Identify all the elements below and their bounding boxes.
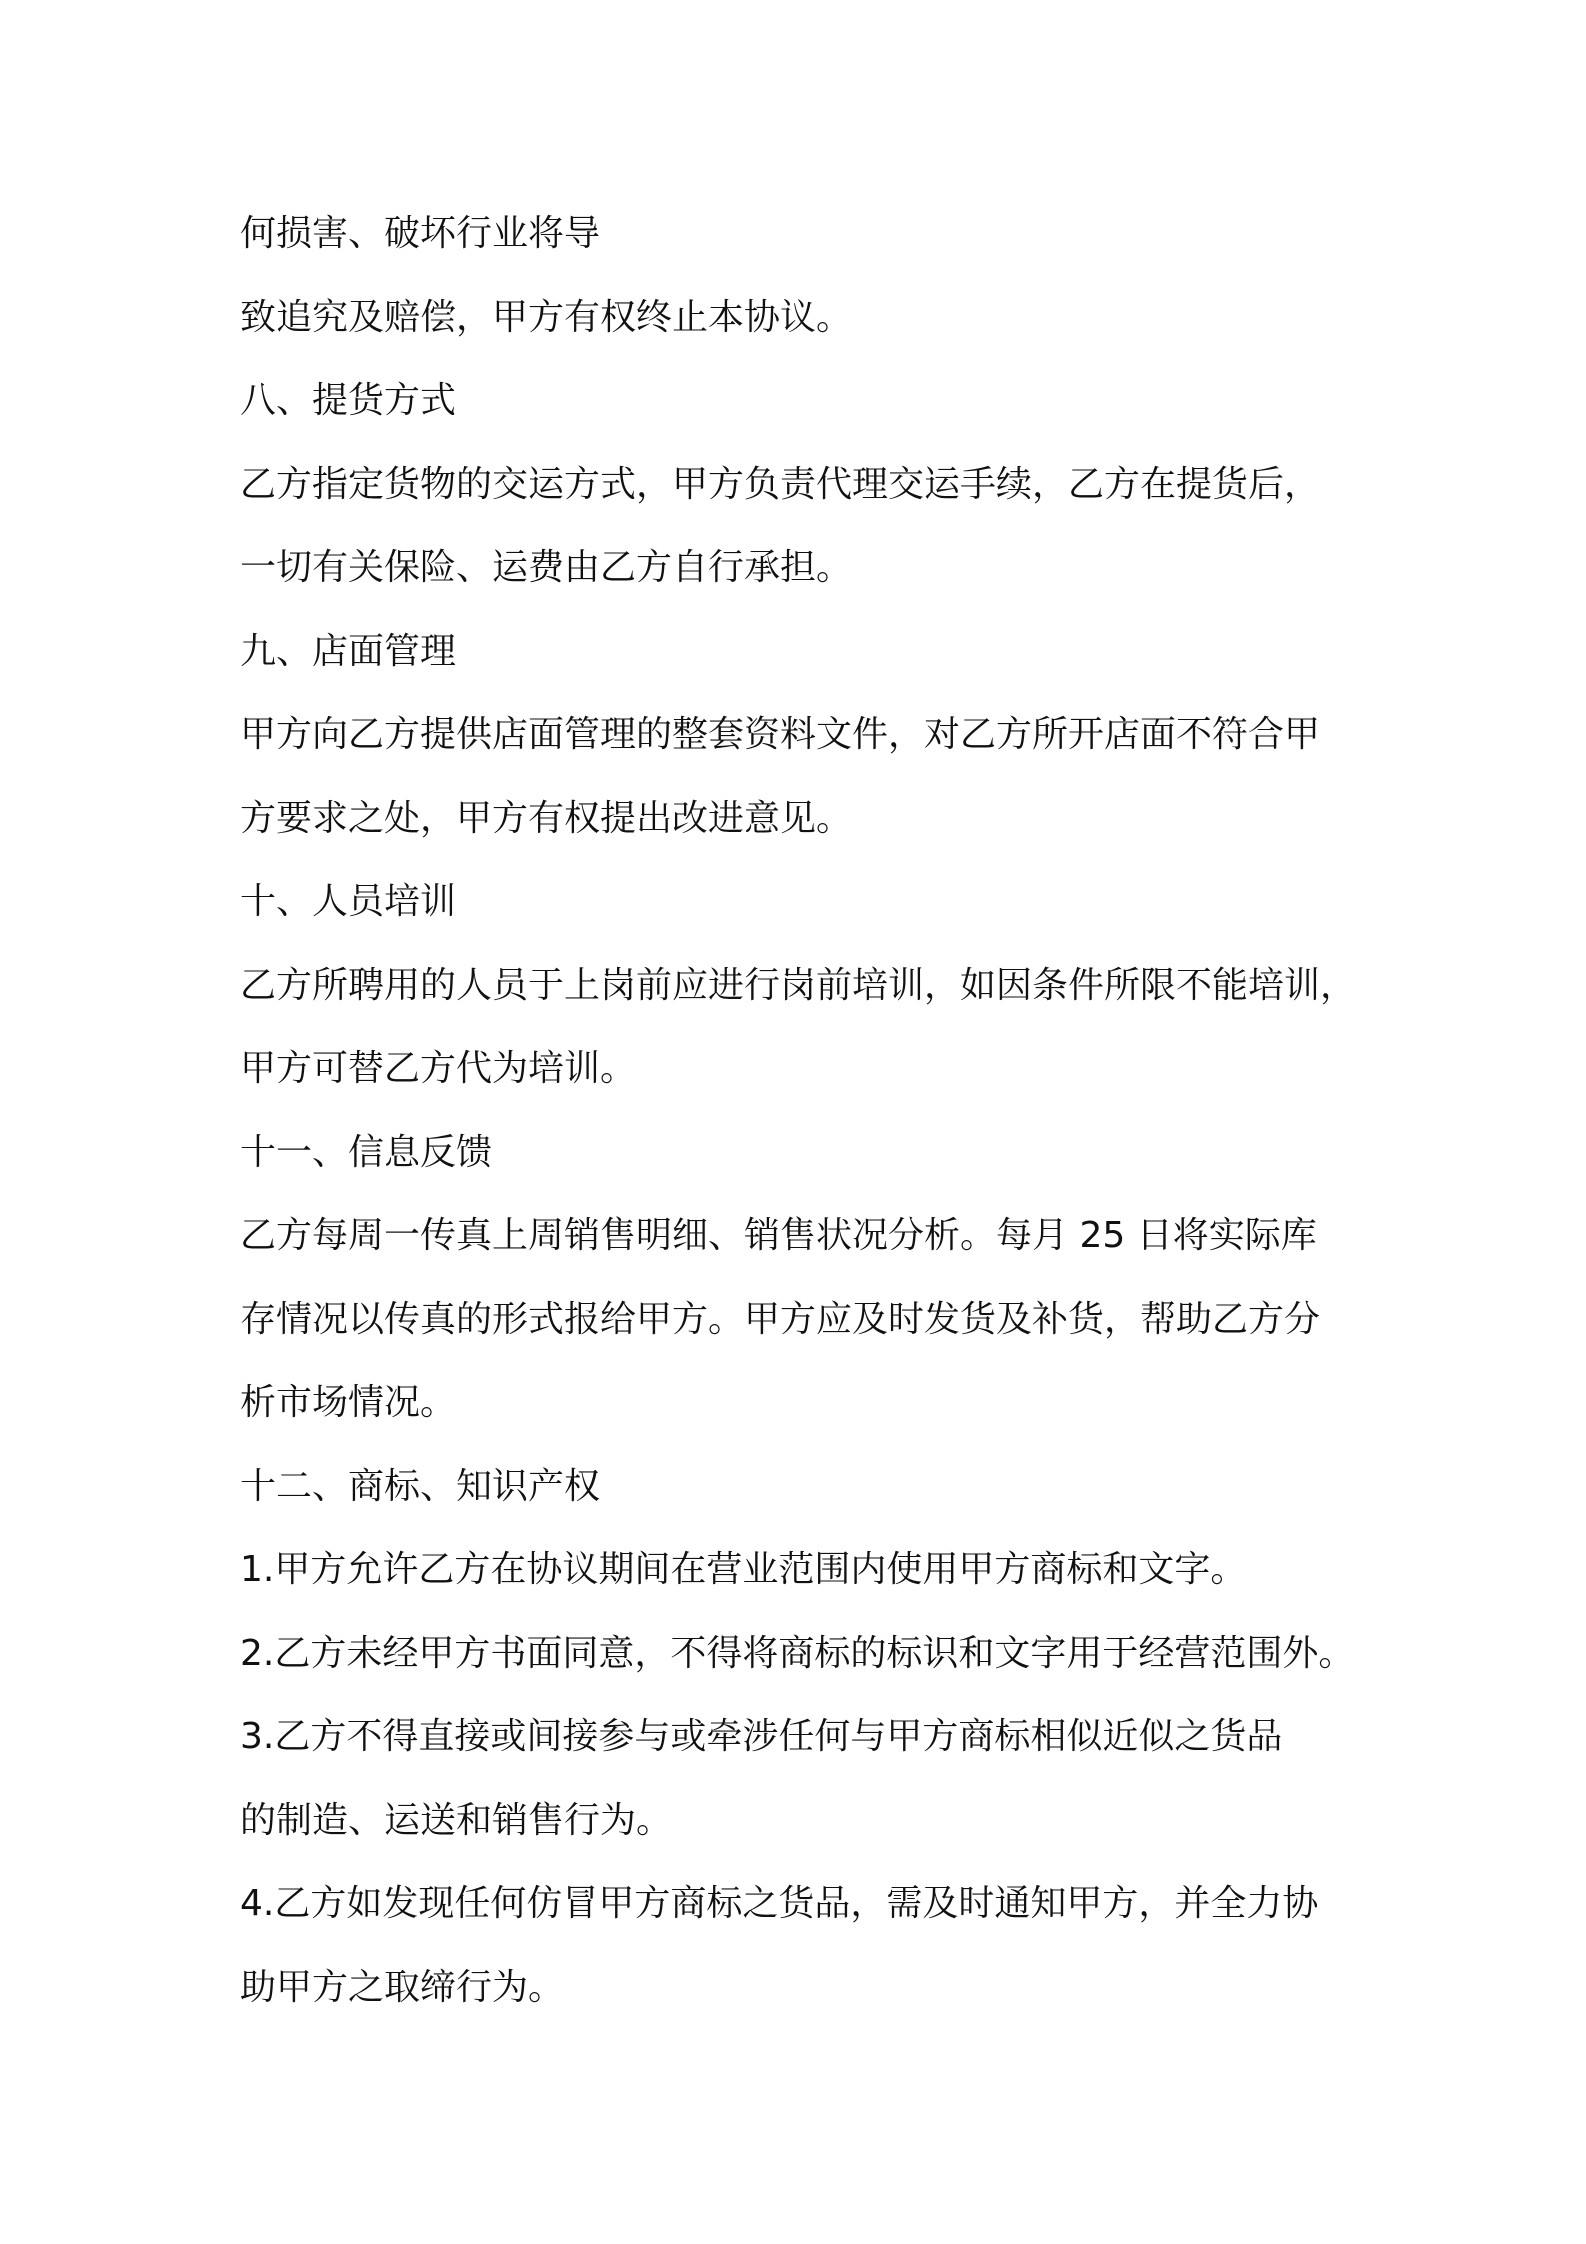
text-line: 致追究及赔偿，甲方有权终止本协议。 (240, 296, 853, 338)
text-line: 乙方指定货物的交运方式，甲方负责代理交运手续，乙方在提货后， (240, 463, 1321, 505)
list-item: 1.甲方允许乙方在协议期间在营业范围内使用甲方商标和文字。 (240, 1549, 1247, 1590)
section-heading: 十、人员培训 (240, 881, 457, 922)
text-line: 一切有关保险、运费由乙方自行承担。 (240, 547, 853, 588)
section-heading: 十一、信息反馈 (240, 1131, 493, 1173)
text-line: 方要求之处，甲方有权提出改进意见。 (240, 797, 853, 839)
list-item: 3.乙方不得直接或间接参与或牵涉任何与甲方商标相似近似之货品 (240, 1716, 1283, 1757)
text-line: 甲方可替乙方代为培训。 (240, 1048, 637, 1089)
list-item: 4.乙方如发现任何仿冒甲方商标之货品，需及时通知甲方，并全力协 (240, 1883, 1319, 1924)
text-line: 何损害、破坏行业将导 (240, 213, 601, 254)
document-body (240, 192, 1400, 2029)
list-item: 2.乙方未经甲方书面同意，不得将商标的标识和文字用于经营范围外。 (240, 1632, 1355, 1674)
text-line: 析市场情况。 (240, 1382, 457, 1423)
text-line: 助甲方之取缔行为。 (240, 1966, 565, 2008)
text-line: 乙方每周一传真上周销售明细、销售状况分析。每月 25 日将实际库 (240, 1215, 1317, 1256)
section-heading: 八、提货方式 (240, 380, 457, 421)
text-line: 存情况以传真的形式报给甲方。甲方应及时发货及补货，帮助乙方分 (240, 1298, 1321, 1340)
text-line: 甲方向乙方提供店面管理的整套资料文件，对乙方所开店面不符合甲 (240, 714, 1321, 755)
text-line: 的制造、运送和销售行为。 (240, 1799, 673, 1841)
section-heading: 十二、商标、知识产权 (240, 1465, 601, 1507)
section-heading: 九、店面管理 (240, 630, 457, 672)
text-line: 乙方所聘用的人员于上岗前应进行岗前培训，如因条件所限不能培训， (240, 964, 1357, 1006)
